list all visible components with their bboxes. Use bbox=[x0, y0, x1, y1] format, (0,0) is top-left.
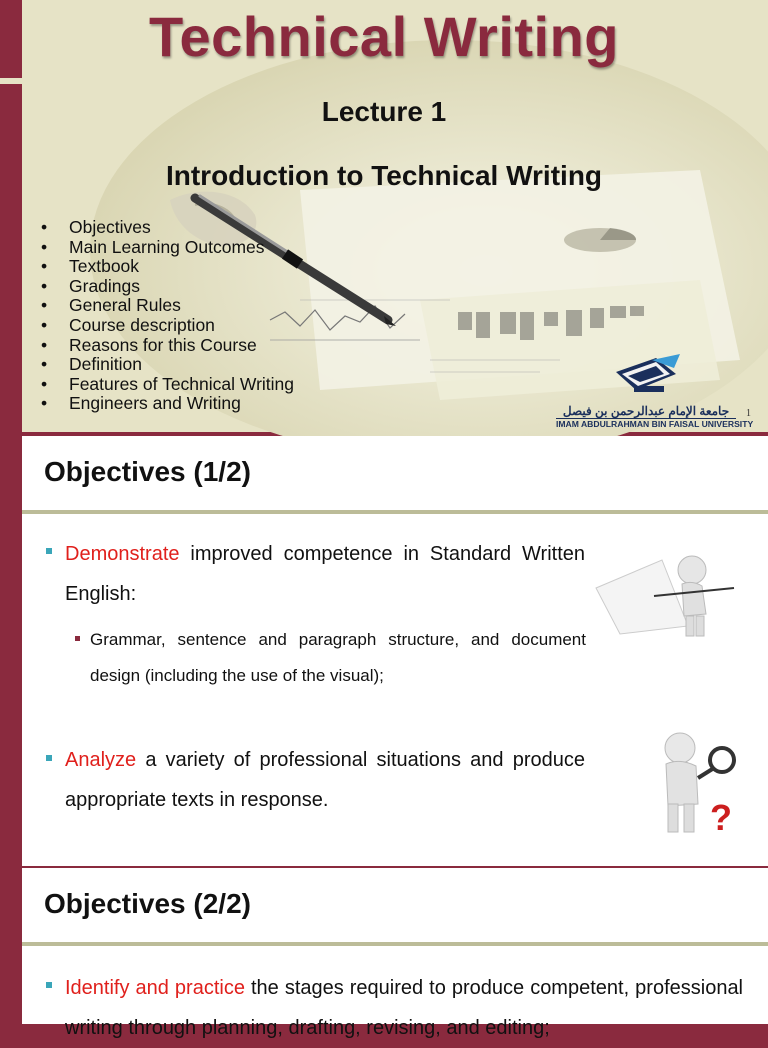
list-item: • Main Learning Outcomes bbox=[38, 238, 294, 258]
sub-bullet-icon bbox=[75, 636, 80, 641]
list-item: • Textbook bbox=[38, 257, 294, 277]
header-divider bbox=[22, 510, 768, 514]
highlight-verb: Demonstrate bbox=[65, 543, 180, 565]
slide-heading: Objectives (2/2) bbox=[44, 888, 251, 919]
person-magnifier-icon bbox=[638, 726, 738, 836]
university-logo bbox=[556, 350, 754, 430]
slide-subtitle: Introduction to Technical Writing bbox=[165, 160, 603, 191]
bullet-icon bbox=[46, 755, 52, 761]
university-name-english: IMAM ABDULRAHMAN BIN FAISAL UNIVERSITY bbox=[556, 419, 754, 429]
university-emblem-icon bbox=[556, 350, 736, 406]
objective-analyze bbox=[65, 740, 585, 820]
left-frame-bar bbox=[0, 868, 22, 1024]
topics-list bbox=[38, 218, 294, 414]
list-item: • Course description bbox=[38, 316, 294, 336]
slide-header bbox=[22, 868, 768, 942]
objectives-slide-1 bbox=[0, 436, 768, 866]
university-name-arabic: جامعة الإمام عبدالرحمن بن فيصل bbox=[562, 404, 730, 418]
highlight-verb: Identify and practice bbox=[65, 977, 245, 999]
bullet-icon bbox=[46, 982, 52, 988]
objective-text: improved competence in Standard Written English: bbox=[65, 543, 585, 605]
list-item: • Reasons for this Course bbox=[38, 336, 294, 356]
objective-demonstrate bbox=[65, 534, 585, 614]
highlight-verb: Analyze bbox=[65, 749, 137, 771]
list-item: • Engineers and Writing bbox=[38, 394, 294, 414]
list-item: • Objectives bbox=[38, 218, 294, 238]
header-divider bbox=[22, 942, 768, 946]
slide-heading: Objectives (1/2) bbox=[44, 456, 251, 487]
list-item: • Definition bbox=[38, 355, 294, 375]
objective-text: the stages required to produce competent, professional writing through planning, drafting, revising, and editing; bbox=[65, 977, 744, 1039]
list-item: • Gradings bbox=[38, 277, 294, 297]
lecture-label: Lecture 1 bbox=[321, 96, 447, 127]
left-frame-bar bbox=[0, 84, 22, 432]
sub-objective-grammar: Grammar, sentence and paragraph structure, and document design (including the use of the visual); bbox=[90, 630, 586, 685]
slide-header bbox=[22, 436, 768, 510]
page-number: 1 bbox=[746, 408, 751, 419]
slide-title: Technical Writing bbox=[148, 5, 620, 68]
title-slide bbox=[0, 0, 768, 432]
objective-identify bbox=[65, 968, 743, 1048]
left-frame-bar bbox=[0, 436, 22, 866]
bullet-icon bbox=[46, 548, 52, 554]
list-item: • General Rules bbox=[38, 296, 294, 316]
list-item: • Features of Technical Writing bbox=[38, 375, 294, 395]
objective-text: a variety of professional situations and produce appropriate texts in response. bbox=[65, 749, 585, 811]
left-frame-bar bbox=[0, 0, 22, 78]
person-writing-icon bbox=[592, 544, 742, 640]
objectives-slide-2 bbox=[0, 868, 768, 1039]
svg-text:?: ? bbox=[710, 797, 732, 838]
